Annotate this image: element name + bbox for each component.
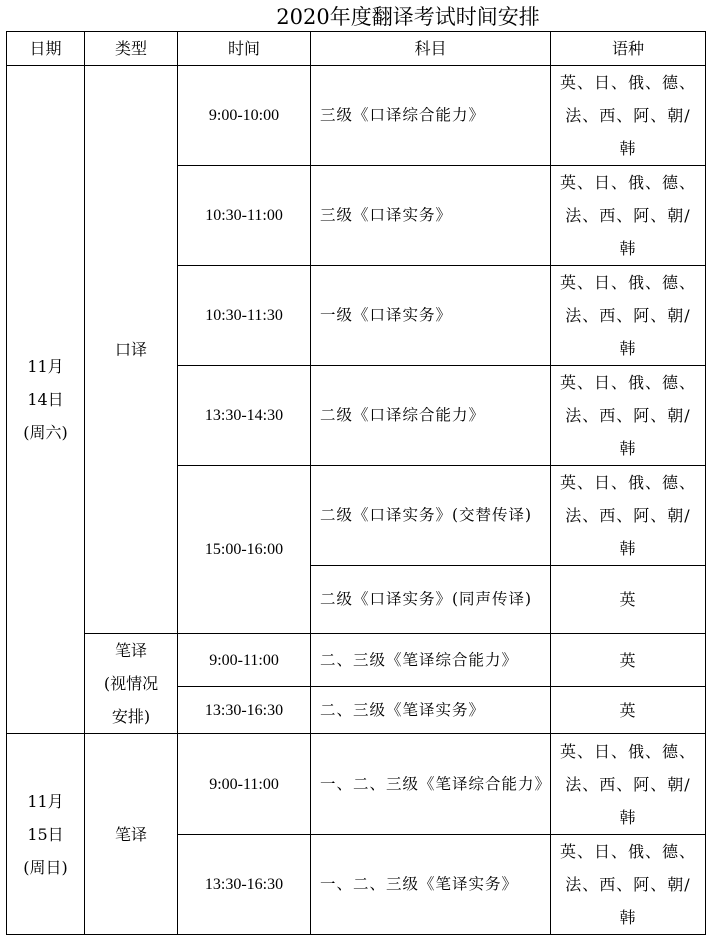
- time-cell: 13:30-14:30: [178, 366, 311, 466]
- date-line: (周日): [23, 857, 68, 877]
- subject-cell: 三级《口译综合能力》: [311, 66, 551, 166]
- time-cell: 9:00-11:00: [178, 734, 311, 835]
- header-type: 类型: [85, 32, 178, 66]
- table-row: [7, 66, 706, 166]
- type-cell-translation-day2: 笔译: [85, 734, 178, 935]
- date-cell-day2: [7, 734, 85, 935]
- header-language: 语种: [551, 32, 706, 66]
- subject-cell: 二、三级《笔译实务》: [311, 687, 551, 734]
- subject-cell: 二级《口译实务》(同声传译): [311, 566, 551, 634]
- language-cell: 英、日、俄、德、法、西、阿、朝/韩: [551, 266, 706, 366]
- subject-cell: 二级《口译实务》(交替传译): [311, 466, 551, 566]
- language-cell: 英、日、俄、德、法、西、阿、朝/韩: [551, 66, 706, 166]
- subject-cell: 一、二、三级《笔译综合能力》: [311, 734, 551, 835]
- date-line: (周六): [23, 423, 68, 442]
- subject-cell: 三级《口译实务》: [311, 166, 551, 266]
- table-row: [7, 634, 706, 687]
- date-line: 14日: [27, 390, 64, 409]
- table-row: [7, 734, 706, 835]
- subject-cell: 一级《口译实务》: [311, 266, 551, 366]
- type-cell-translation: [85, 634, 178, 734]
- header-date: 日期: [7, 32, 85, 66]
- language-cell: 英、日、俄、德、法、西、阿、朝/韩: [551, 366, 706, 466]
- exam-schedule-table: [6, 31, 706, 935]
- language-cell: 英、日、俄、德、法、西、阿、朝/韩: [551, 835, 706, 935]
- time-cell: 9:00-10:00: [178, 66, 311, 166]
- language-cell: 英、日、俄、德、法、西、阿、朝/韩: [551, 466, 706, 566]
- page-title: 2020年度翻译考试时间安排: [276, 5, 540, 29]
- date-cell-day1: [7, 66, 85, 734]
- date-line: 15日: [27, 824, 64, 844]
- type-line: (视情况: [103, 674, 159, 693]
- language-cell: 英: [551, 634, 706, 687]
- header-row: [7, 32, 706, 66]
- language-cell: 英、日、俄、德、法、西、阿、朝/韩: [551, 166, 706, 266]
- time-cell: 13:30-16:30: [178, 687, 311, 734]
- language-cell: 英: [551, 687, 706, 734]
- type-line: 安排): [111, 707, 151, 726]
- subject-cell: 二、三级《笔译综合能力》: [311, 634, 551, 687]
- subject-cell: 二级《口译综合能力》: [311, 366, 551, 466]
- date-line: 11月: [27, 357, 64, 376]
- subject-cell: 一、二、三级《笔译实务》: [311, 835, 551, 935]
- time-cell: 10:30-11:00: [178, 166, 311, 266]
- type-cell-interp: 口译: [85, 66, 178, 634]
- time-cell: 9:00-11:00: [178, 634, 311, 687]
- date-line: 11月: [27, 791, 64, 811]
- language-cell: 英: [551, 566, 706, 634]
- language-cell: 英、日、俄、德、法、西、阿、朝/韩: [551, 734, 706, 835]
- header-subject: 科目: [311, 32, 551, 66]
- header-time: 时间: [178, 32, 311, 66]
- time-cell: 10:30-11:30: [178, 266, 311, 366]
- type-line: 笔译: [114, 641, 147, 660]
- time-cell: 13:30-16:30: [178, 835, 311, 935]
- time-cell: 15:00-16:00: [178, 466, 311, 634]
